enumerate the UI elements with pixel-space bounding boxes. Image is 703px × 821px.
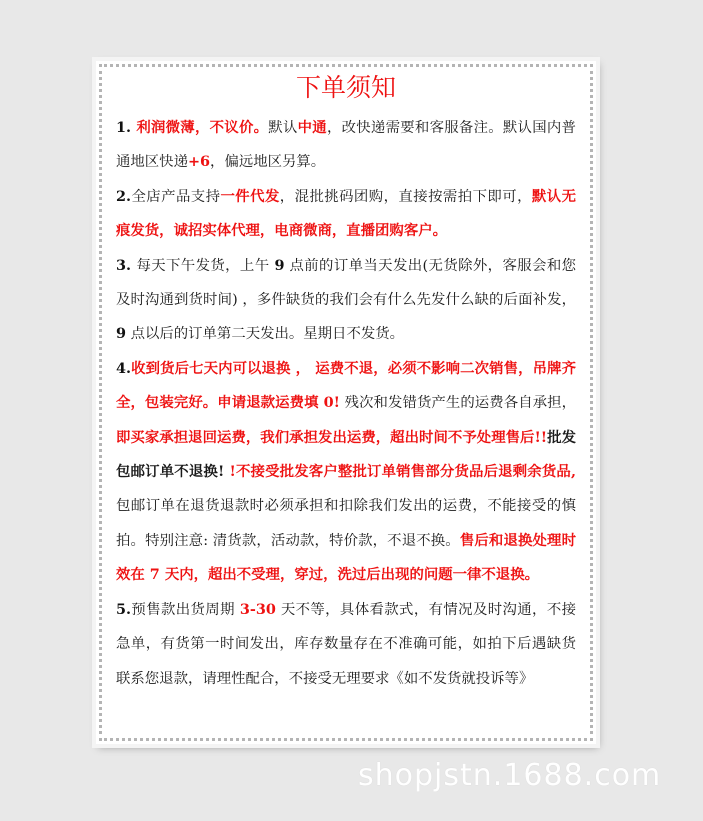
highlight-text: 即买家承担退回运费，我们承担发出运费，超出时间不予处理售后!! [116, 428, 548, 446]
item-number: 4. [116, 359, 132, 377]
item-number: 3. [116, 256, 137, 274]
highlight-text: 默认无痕发货，诚招实体代理，电商微商，直播团购客户。 [116, 187, 576, 240]
highlight-text: 收到货后七天内可以退换 ， 运费不退，必须不影响二次销售，吊牌齐全，包装完好。申请退款运费填 0! [116, 359, 576, 412]
highlight-text: +6 [187, 153, 211, 171]
body-text: 批发包邮订单不退换! [116, 428, 576, 481]
highlight-text: 3-30 [239, 600, 276, 618]
notice-item-5 [116, 593, 576, 696]
bold-number: 9 [116, 325, 127, 343]
item-number: 5. [116, 600, 132, 618]
body-text: 天不等，具体看款式，有情况及时沟通，不接急单，有货第一时间发出，库存数量存在不准确可能，如拍下后遇缺货联系您退款，请理性配合，不接受无理要求《如不发货就投诉等》 [116, 601, 577, 687]
bold-number: 9 [274, 256, 285, 274]
body-text: 默认 [268, 120, 298, 136]
notice-item-4 [116, 352, 576, 593]
item-number: 1. [116, 119, 137, 136]
item-number: 2. [116, 187, 132, 205]
notice-title: 下单须知 [295, 73, 396, 102]
body-text: 点以后的订单第二天发出。星期日不发货。 [126, 326, 405, 343]
body-text: 全店产品支持 [131, 188, 221, 205]
order-notice-card [96, 61, 596, 744]
body-text: 每天下午发货，上午 [136, 257, 275, 274]
body-text: 点前的订单当天发出(无货除外，客服会和您及时沟通到货时间) ，多件缺货的我们会有什么先发什么缺的后面补发， [116, 257, 576, 309]
notice-item-3 [116, 249, 576, 352]
body-text: 预售款出货周期 [131, 601, 240, 618]
body-text: ，混批挑码团购，直接按需拍下即可， [279, 188, 532, 205]
shop-watermark: shopjstn.1688.com [358, 758, 662, 793]
body-text: 包邮订单在退货退款时必须承担和扣除我们发出的运费，不能接受的慎拍。特别注意: 清货款，活动款，特价款，不退不换。 [116, 498, 576, 549]
body-text: ，改快递需要和客服备注。默认国内普通地区快递 [116, 120, 576, 171]
highlight-text: !不接受批发客户整批订单销售部分货品后退剩余货品, [229, 463, 576, 481]
highlight-text: 一件代发 [220, 187, 280, 205]
body-text: 残次和发错货产生的运费各自承担， [339, 395, 576, 412]
highlight-text: 售后和退换处理时效在 7 天内，超出不受理，穿过，洗过后出现的问题一律不退换。 [116, 531, 576, 584]
notice-item-1 [116, 111, 576, 180]
highlight-text: 中通 [297, 119, 327, 136]
notice-body [116, 111, 576, 696]
body-text: ，偏远地区另算。 [210, 154, 326, 171]
highlight-text: 利润微薄，不议价。 [136, 119, 269, 136]
notice-item-2 [116, 180, 576, 249]
